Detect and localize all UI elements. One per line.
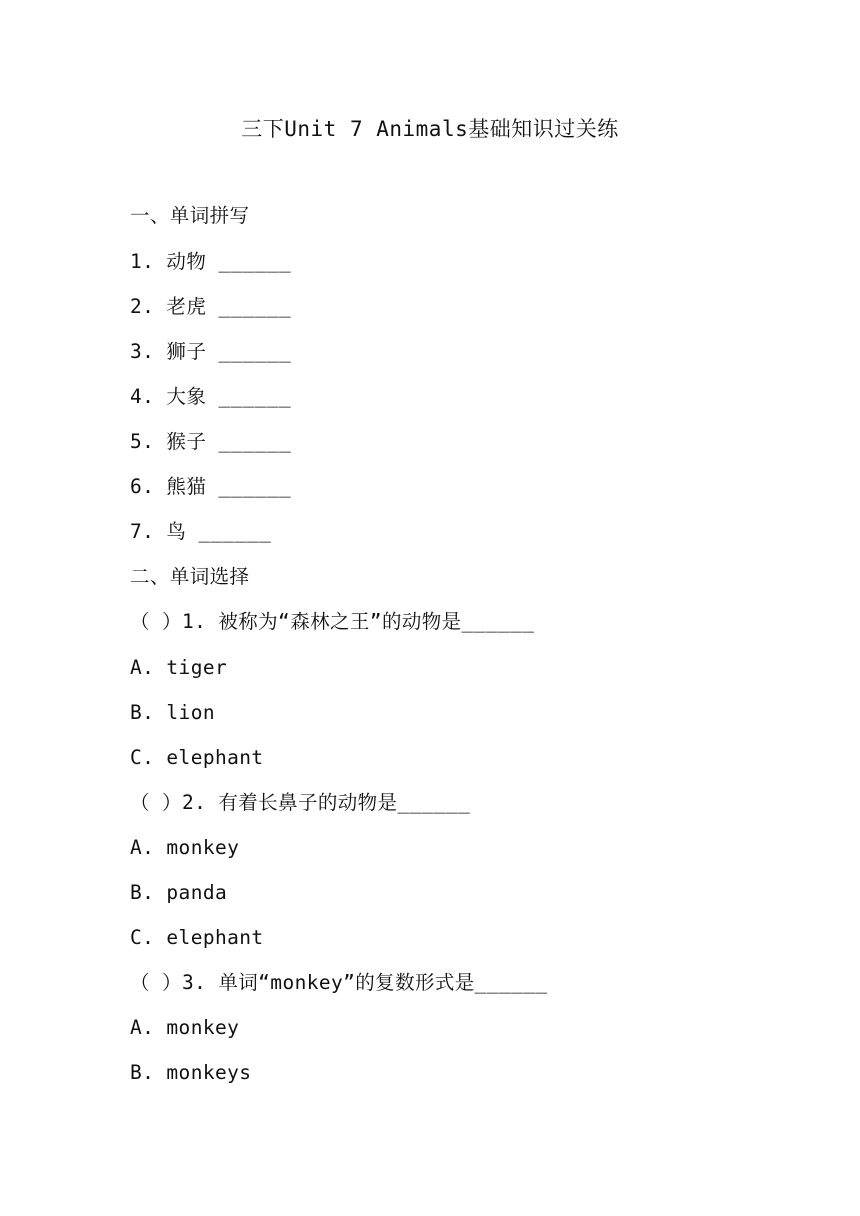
spelling-item: 5. 猴子 ______ [130,430,292,453]
section-heading-spelling: 一、单词拼写 [130,204,250,227]
spelling-item: 7. 鸟 ______ [130,520,272,543]
answer-option: A. monkey [130,836,240,859]
answer-option: B. lion [130,701,215,724]
spelling-item: 1. 动物 ______ [130,250,292,273]
section-heading-choice: 二、单词选择 [130,565,250,588]
answer-option: A. monkey [130,1016,240,1039]
spelling-item: 4. 大象 ______ [130,385,292,408]
spelling-item: 6. 熊猫 ______ [130,475,292,498]
spelling-item: 3. 狮子 ______ [130,340,292,363]
spelling-item: 2. 老虎 ______ [130,295,292,318]
question-stem: （ ）3. 单词“monkey”的复数形式是______ [130,971,548,994]
answer-option: B. monkeys [130,1061,252,1084]
answer-option: A. tiger [130,656,228,679]
question-stem: （ ）1. 被称为“森林之王”的动物是______ [130,610,535,633]
answer-option: C. elephant [130,746,264,769]
answer-option: B. panda [130,881,228,904]
question-stem: （ ）2. 有着长鼻子的动物是______ [130,791,471,814]
page-title: 三下Unit 7 Animals基础知识过关练 [241,117,619,141]
answer-option: C. elephant [130,926,264,949]
